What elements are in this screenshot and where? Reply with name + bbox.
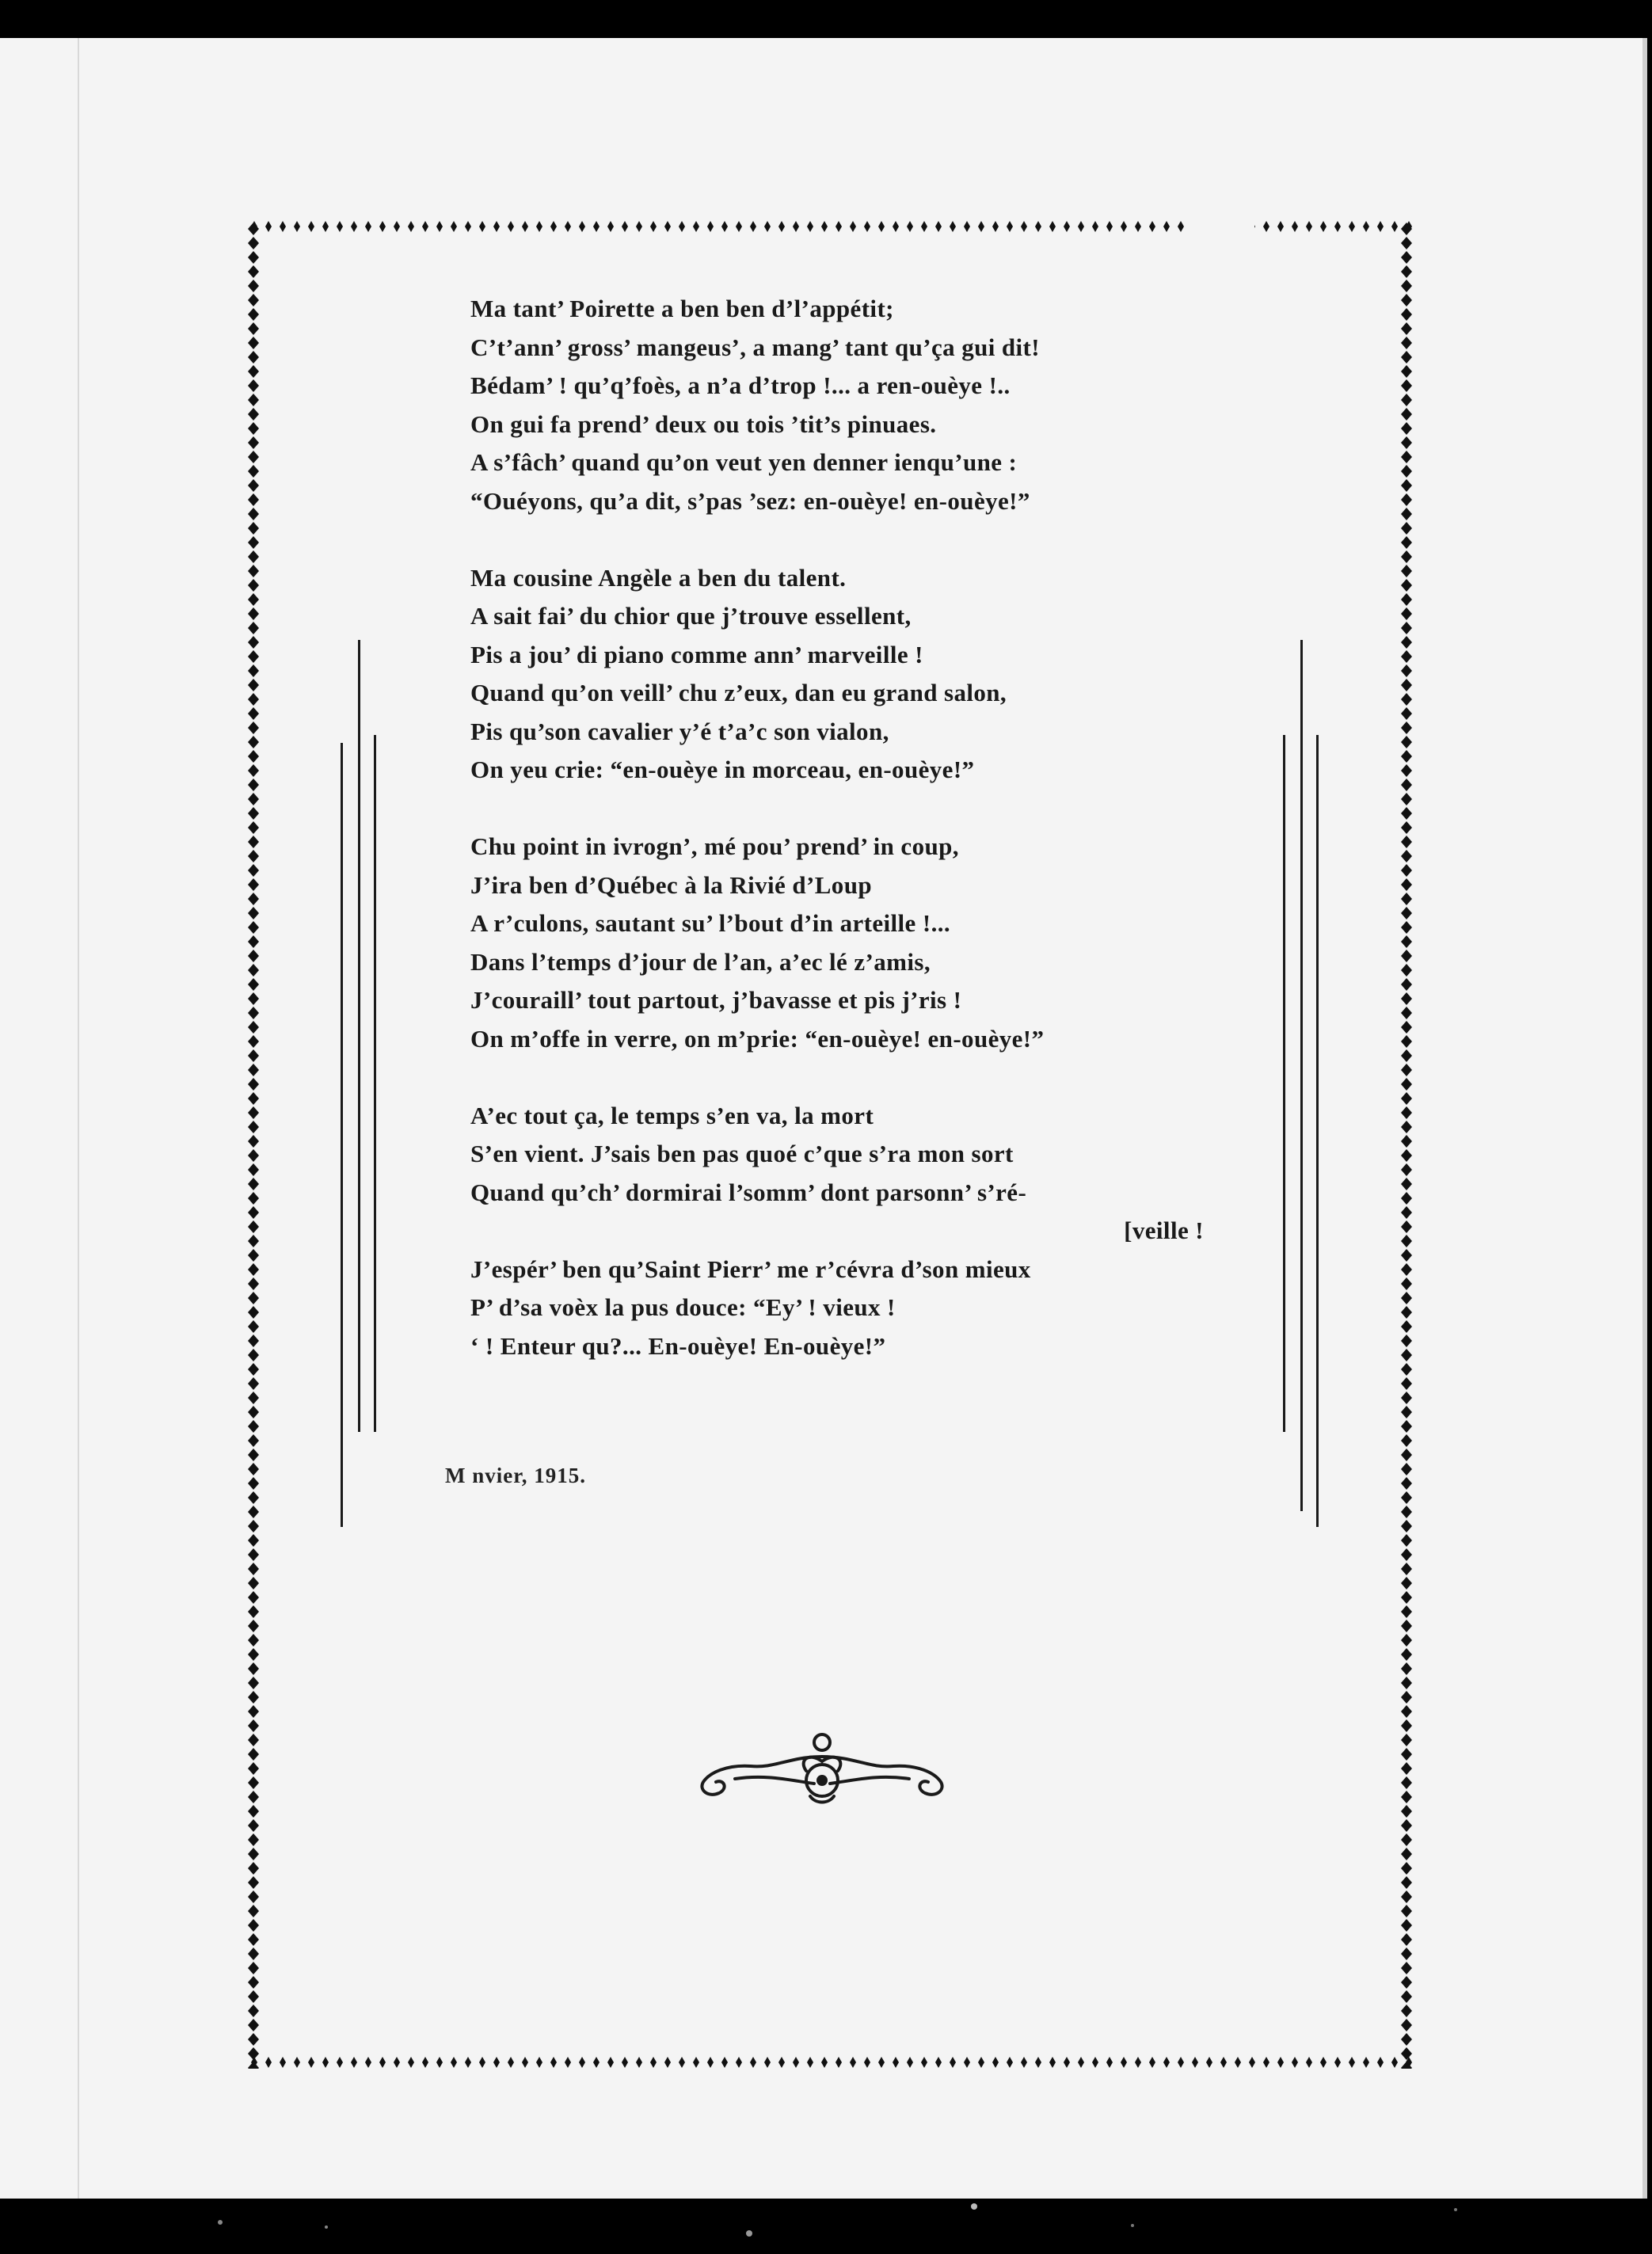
left-rule-inner [374, 735, 376, 1432]
stanza-3 [470, 828, 1223, 1058]
poem-line: Dans l’temps d’jour de l’an, a’ec lé z’amis, [470, 947, 931, 976]
poem-line: Ma cousine Angèle a ben du talent. [470, 563, 847, 592]
poem-line: J’couraill’ tout partout, j’bavasse et pis j’ris ! [470, 986, 962, 1014]
stanza-1 [470, 290, 1223, 520]
poem-line: ‘ ! Enteur qu?... En-ouèye! En-ouèye!” [470, 1331, 886, 1360]
poem-line: P’ d’sa voèx la pus douce: “Ey’ ! vieux ! [470, 1293, 896, 1321]
poem-line-continuation: [veille ! [1124, 1216, 1204, 1244]
decorative-border-left [247, 222, 260, 2069]
border-gap [1185, 214, 1254, 238]
poem-line: Bédam’ ! qu’q’foès, a n’a d’trop !... a ren-ouèye !.. [470, 371, 1011, 399]
page-fold [78, 38, 79, 2199]
signature-date: M nvier, 1915. [445, 1464, 586, 1487]
right-rule-inner [1283, 735, 1285, 1432]
page-edge [1642, 38, 1647, 2199]
poem-line: “Ouéyons, qu’a dit, s’pas ’sez: en-ouèye! en-ouèye!” [470, 486, 1030, 515]
poem-line: Chu point in ivrogn’, mé pou’ prend’ in coup, [470, 832, 959, 860]
poem-line: Quand qu’ch’ dormirai l’somm’ dont parsonn’ s’ré- [470, 1178, 1027, 1206]
poem [470, 290, 1223, 1404]
poem-line: Pis qu’son cavalier y’é t’a’c son vialon, [470, 717, 889, 745]
left-rule-outer [341, 743, 343, 1527]
poem-line: J’espér’ ben qu’Saint Pierr’ me r’cévra d’son mieux [470, 1255, 1031, 1283]
left-rule-middle [358, 640, 360, 1432]
decorative-border-bottom [247, 2056, 1413, 2069]
stanza-2 [470, 559, 1223, 790]
poem-line: On gui fa prend’ deux ou tois ’tit’s pinuaes. [470, 409, 937, 438]
book-page [0, 38, 1647, 2199]
poem-line: On m’offe in verre, on m’prie: “en-ouèye! en-ouèye!” [470, 1024, 1045, 1053]
poem-line: A r’culons, sautant su’ l’bout d’in arteille !... [470, 909, 951, 937]
poem-line: A sait fai’ du chior que j’trouve essellent, [470, 602, 912, 630]
poem-line: C’t’ann’ gross’ mangeus’, a mang’ tant qu’ça gui dit! [470, 333, 1041, 361]
poem-line: On yeu crie: “en-ouèye in morceau, en-ouèye!” [470, 756, 975, 783]
right-rule-outer [1316, 735, 1319, 1527]
poem-line: A’ec tout ça, le temps s’en va, la mort [470, 1101, 874, 1129]
poem-line: Pis a jou’ di piano comme ann’ marveille ! [470, 640, 923, 668]
poem-line: Ma tant’ Poirette a ben ben d’l’appétit; [470, 295, 894, 322]
decorative-border-right [1400, 222, 1413, 2069]
stanza-4 [470, 1097, 1223, 1366]
fleuron-ornament-icon [687, 1725, 957, 1812]
poem-line: A s’fâch’ quand qu’on veut yen denner ienqu’une : [470, 448, 1018, 476]
right-rule-middle [1300, 640, 1303, 1511]
poem-line: S’en vient. J’sais ben pas quoé c’que s’ra mon sort [470, 1140, 1014, 1167]
poem-line: Quand qu’on veill’ chu z’eux, dan eu grand salon, [470, 679, 1007, 706]
scan-specks [0, 2199, 1652, 2254]
poem-line: J’ira ben d’Québec à la Rivié d’Loup [470, 870, 872, 899]
